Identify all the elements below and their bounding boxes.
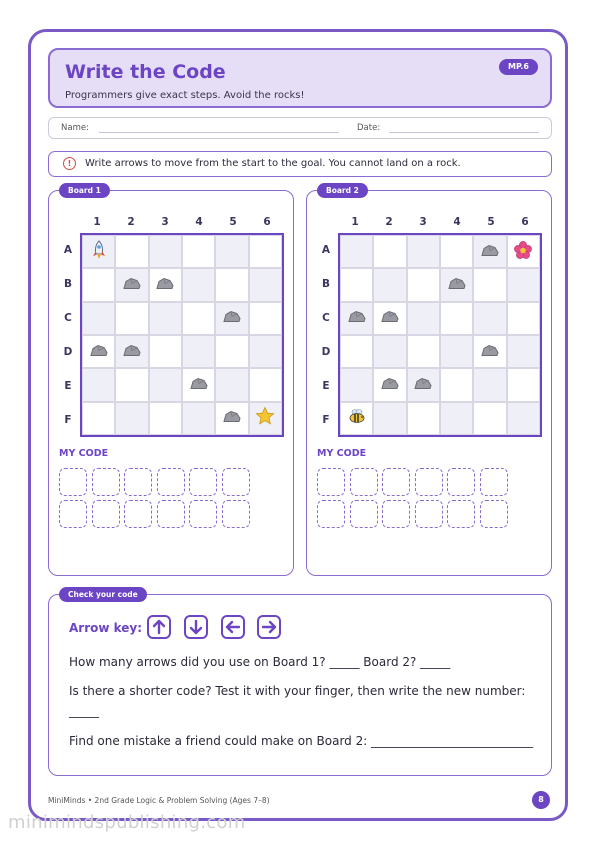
my-code-label: MY CODE: [317, 448, 367, 459]
grid-cell-e5[interactable]: [473, 368, 506, 401]
grid-cell-b4[interactable]: [440, 268, 473, 301]
alert-icon: !: [63, 157, 76, 170]
grid-cell-a4[interactable]: [440, 235, 473, 268]
grid-cell-c5[interactable]: [215, 302, 248, 335]
grid-cell-f3[interactable]: [149, 402, 182, 435]
row-letter: F: [64, 414, 72, 426]
rock-icon: [380, 375, 400, 394]
column-number: 1: [351, 216, 359, 228]
rock-icon: [122, 275, 142, 294]
grid-cell-b5[interactable]: [215, 268, 248, 301]
grid-cell-e5[interactable]: [215, 368, 248, 401]
code-slots: [59, 468, 259, 528]
footer-text: MiniMinds • 2nd Grade Logic & Problem Solving (Ages 7–8): [48, 796, 270, 805]
column-number: 2: [385, 216, 393, 228]
grid-cell-d5[interactable]: [473, 335, 506, 368]
grid-cell-b4[interactable]: [182, 268, 215, 301]
code-slot[interactable]: [92, 468, 120, 496]
row-letter: E: [322, 380, 330, 392]
grid-cell-d2[interactable]: [373, 335, 406, 368]
grid-cell-d3[interactable]: [149, 335, 182, 368]
grid-cell-f4[interactable]: [440, 402, 473, 435]
code-slot[interactable]: [124, 468, 152, 496]
grid-cell-a2[interactable]: [115, 235, 148, 268]
grid-cell-d1[interactable]: [340, 335, 373, 368]
title-box: [48, 48, 552, 108]
instruction-box: [48, 151, 552, 177]
rock-icon: [122, 342, 142, 361]
grid-cell-a6[interactable]: [507, 235, 540, 268]
grid-cell-f2[interactable]: [115, 402, 148, 435]
rock-icon: [380, 309, 400, 328]
watermark: minimindspublishing.com: [8, 812, 246, 833]
name-field[interactable]: [99, 132, 339, 133]
grid-cell-c5[interactable]: [473, 302, 506, 335]
arrow-key-label: Arrow key:: [69, 621, 143, 635]
grid-cell-c4[interactable]: [182, 302, 215, 335]
code-slot[interactable]: [92, 500, 120, 528]
code-slot[interactable]: [480, 468, 508, 496]
code-slot[interactable]: [189, 500, 217, 528]
column-number: 5: [229, 216, 237, 228]
grid-cell-c1[interactable]: [340, 302, 373, 335]
grid-cell-a4[interactable]: [182, 235, 215, 268]
grid-cell-d6[interactable]: [249, 335, 282, 368]
grid-cell-a3[interactable]: [407, 235, 440, 268]
grid-cell-b5[interactable]: [473, 268, 506, 301]
grid-cell-c6[interactable]: [249, 302, 282, 335]
grid-cell-b6[interactable]: [507, 268, 540, 301]
rock-icon: [89, 342, 109, 361]
name-label: Name:: [61, 123, 89, 133]
page-subtitle: Programmers give exact steps. Avoid the rocks!: [65, 90, 305, 101]
code-slot[interactable]: [59, 468, 87, 496]
grid-cell-b1[interactable]: [340, 268, 373, 301]
date-label: Date:: [357, 123, 381, 133]
code-slot[interactable]: [447, 500, 475, 528]
column-number: 4: [195, 216, 203, 228]
grid-cell-d5[interactable]: [215, 335, 248, 368]
arrow-up-icon: [147, 615, 171, 639]
row-letter: C: [64, 312, 72, 324]
game-grid: [80, 233, 284, 437]
star-icon: [255, 406, 275, 430]
rock-icon: [155, 275, 175, 294]
row-letter: D: [321, 346, 331, 358]
code-slot[interactable]: [189, 468, 217, 496]
grid-cell-e4[interactable]: [440, 368, 473, 401]
code-slot[interactable]: [59, 500, 87, 528]
row-letter: E: [64, 380, 72, 392]
code-slot[interactable]: [350, 500, 378, 528]
row-letter: B: [63, 278, 72, 290]
question-2-blank[interactable]: _____: [69, 704, 99, 718]
grid-cell-d1[interactable]: [82, 335, 115, 368]
board-2: [306, 186, 552, 576]
rock-icon: [480, 342, 500, 361]
grid-cell-f1[interactable]: [340, 402, 373, 435]
grid-cell-c6[interactable]: [507, 302, 540, 335]
instruction-text: Write arrows to move from the start to the goal. You cannot land on a rock.: [85, 158, 461, 169]
rock-icon: [480, 242, 500, 261]
column-number: 6: [263, 216, 271, 228]
grid-cell-c4[interactable]: [440, 302, 473, 335]
column-number: 2: [127, 216, 135, 228]
row-letter: F: [322, 414, 330, 426]
grid-cell-e2[interactable]: [373, 368, 406, 401]
column-number: 3: [419, 216, 427, 228]
flower-icon: [513, 240, 533, 264]
grid-cell-e4[interactable]: [182, 368, 215, 401]
grid-cell-f4[interactable]: [182, 402, 215, 435]
name-date-row: [48, 117, 552, 139]
bee-icon: [347, 408, 367, 428]
question-2: Is there a shorter code? Test it with your finger, then write the new number:: [69, 684, 526, 698]
column-number: 4: [453, 216, 461, 228]
code-slot[interactable]: [317, 500, 345, 528]
page-title: Write the Code: [65, 61, 226, 83]
game-grid: [338, 233, 542, 437]
rock-icon: [222, 409, 242, 428]
check-your-code-box: [48, 590, 552, 776]
arrow-right-icon: [257, 615, 281, 639]
grid-cell-d6[interactable]: [507, 335, 540, 368]
grid-cell-e3[interactable]: [407, 368, 440, 401]
code-slots: [317, 468, 517, 528]
column-number: 5: [487, 216, 495, 228]
rock-icon: [222, 309, 242, 328]
grid-cell-b1[interactable]: [82, 268, 115, 301]
grid-cell-d2[interactable]: [115, 335, 148, 368]
grid-cell-a2[interactable]: [373, 235, 406, 268]
grid-cell-c2[interactable]: [115, 302, 148, 335]
code-slot[interactable]: [382, 500, 410, 528]
grid-cell-e6[interactable]: [249, 368, 282, 401]
grid-cell-a6[interactable]: [249, 235, 282, 268]
question-1: How many arrows did you use on Board 1? _____ Board 2? _____: [69, 655, 451, 669]
column-number: 1: [93, 216, 101, 228]
row-letter: D: [63, 346, 73, 358]
grid-cell-e1[interactable]: [340, 368, 373, 401]
code-slot[interactable]: [447, 468, 475, 496]
column-number: 3: [161, 216, 169, 228]
grid-cell-c3[interactable]: [149, 302, 182, 335]
code-slot[interactable]: [350, 468, 378, 496]
grid-cell-b6[interactable]: [249, 268, 282, 301]
rock-icon: [447, 275, 467, 294]
check-label: Check your code: [59, 587, 147, 602]
page-number: 8: [532, 791, 550, 809]
board-label: Board 1: [59, 183, 110, 198]
grid-cell-c1[interactable]: [82, 302, 115, 335]
code-slot[interactable]: [415, 500, 443, 528]
grid-cell-b2[interactable]: [115, 268, 148, 301]
board-label: Board 2: [317, 183, 368, 198]
row-letter: A: [321, 244, 331, 256]
grid-cell-b3[interactable]: [149, 268, 182, 301]
arrow-left-icon: [221, 615, 245, 639]
grid-cell-f5[interactable]: [473, 402, 506, 435]
code-slot[interactable]: [157, 500, 185, 528]
grid-cell-a3[interactable]: [149, 235, 182, 268]
rock-icon: [347, 309, 367, 328]
grid-cell-c2[interactable]: [373, 302, 406, 335]
code-slot[interactable]: [382, 468, 410, 496]
arrow-down-icon: [184, 615, 208, 639]
rocket-icon: [92, 240, 106, 264]
grid-cell-b2[interactable]: [373, 268, 406, 301]
grid-cell-d4[interactable]: [182, 335, 215, 368]
code-slot[interactable]: [157, 468, 185, 496]
grid-cell-a5[interactable]: [215, 235, 248, 268]
grid-cell-f3[interactable]: [407, 402, 440, 435]
grid-cell-a1[interactable]: [82, 235, 115, 268]
date-field[interactable]: [389, 132, 539, 133]
grid-cell-a1[interactable]: [340, 235, 373, 268]
row-letter: C: [322, 312, 330, 324]
grid-cell-f5[interactable]: [215, 402, 248, 435]
column-number: 6: [521, 216, 529, 228]
grid-cell-f6[interactable]: [507, 402, 540, 435]
my-code-label: MY CODE: [59, 448, 109, 459]
grid-cell-f6[interactable]: [249, 402, 282, 435]
grid-cell-e3[interactable]: [149, 368, 182, 401]
grid-cell-e6[interactable]: [507, 368, 540, 401]
grid-cell-e1[interactable]: [82, 368, 115, 401]
row-letter: B: [321, 278, 330, 290]
row-letter: A: [63, 244, 73, 256]
grid-cell-d4[interactable]: [440, 335, 473, 368]
grid-cell-f1[interactable]: [82, 402, 115, 435]
code-slot[interactable]: [317, 468, 345, 496]
rock-icon: [189, 375, 209, 394]
question-3: Find one mistake a friend could make on Board 2: ___________________________: [69, 734, 534, 748]
grid-cell-b3[interactable]: [407, 268, 440, 301]
board-1: [48, 186, 294, 576]
rock-icon: [413, 375, 433, 394]
code-slot[interactable]: [222, 500, 250, 528]
code-slot[interactable]: [222, 468, 250, 496]
code-slot[interactable]: [415, 468, 443, 496]
grid-cell-c3[interactable]: [407, 302, 440, 335]
grid-cell-a5[interactable]: [473, 235, 506, 268]
grid-cell-d3[interactable]: [407, 335, 440, 368]
code-slot[interactable]: [124, 500, 152, 528]
code-slot[interactable]: [480, 500, 508, 528]
standard-badge: MP.6: [499, 59, 538, 75]
grid-cell-f2[interactable]: [373, 402, 406, 435]
grid-cell-e2[interactable]: [115, 368, 148, 401]
